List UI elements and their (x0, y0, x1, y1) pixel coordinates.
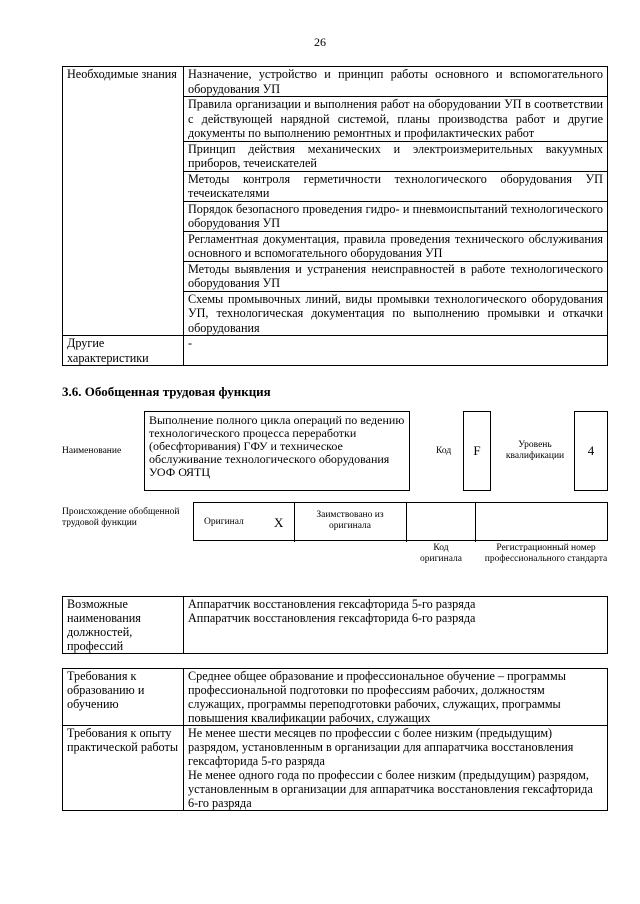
level-value: 4 (574, 411, 608, 491)
experience-label: Требования к опыту практической работы (63, 726, 184, 811)
table-row (63, 726, 608, 811)
knowledge-item: Правила организации и выполнения работ на оборудовании УП в соответствии с действующей нарядной системой, планы производства работ и другие документы по выполнению ремонтных и профилактических работ (184, 97, 608, 142)
origin-table (193, 502, 608, 541)
origin-label: Происхождение обобщенной трудовой функции (62, 507, 180, 528)
table-row (63, 336, 608, 366)
original-label: Оригинал (204, 517, 244, 527)
original-mark: X (274, 515, 284, 530)
positions-table (62, 596, 608, 654)
knowledge-label: Необходимые знания (63, 67, 184, 336)
reg-caption: Регистрационный номер профессионального стандарта (484, 543, 608, 564)
positions-label: Возможные наименования должностей, профессий (63, 597, 184, 654)
education-value: Среднее общее образование и профессиональное обучение – программы профессиональной подготовки по профессиям рабочих, должностям служащих, программы переподготовки рабочих, служащих, программы повышения квалификации рабочих, служащих (184, 669, 608, 726)
education-label: Требования к образованию и обучению (63, 669, 184, 726)
table-row (63, 67, 608, 97)
knowledge-item: Принцип действия механических и электроизмерительных вакуумных приборов, течеискателей (184, 141, 608, 171)
table-row (63, 597, 608, 654)
experience-values (184, 726, 608, 811)
knowledge-item: Назначение, устройство и принцип работы основного и вспомогательного оборудования УП (184, 67, 608, 97)
name-value: Выполнение полного цикла операций по ведению технологического процесса переработки (обесфторивания) ГФУ и техническое обслуживание технологического оборудования УОФ ОЯТЦ (144, 411, 410, 491)
requirements-table (62, 668, 608, 811)
code-value: F (463, 411, 491, 491)
code-caption: Код оригинала (420, 543, 462, 564)
table-row (63, 669, 608, 726)
divider (406, 503, 407, 542)
knowledge-item: Порядок безопасного проведения гидро- и пневмоиспытаний технологического оборудования УП (184, 201, 608, 231)
code-label: Код (436, 446, 452, 456)
position-item: Аппаратчик восстановления гексафторида 6-го разряда (188, 611, 476, 625)
knowledge-item: Схемы промывочных линий, виды промывки технологического оборудования УП, технологическая документация по выполнению промывки и откачки оборудования (184, 291, 608, 336)
divider (294, 503, 295, 542)
borrowed-label: Заимствовано из оригинала (316, 510, 384, 531)
name-label: Наименование (62, 446, 122, 456)
knowledge-item: Методы выявления и устранения неисправностей в работе технологического оборудования УП (184, 261, 608, 291)
experience-item: Не менее шести месяцев по профессии с более низким (предыдущим) разрядом, установленным в организации для аппаратчика восстановления гексафторида 5-го разряда (188, 726, 574, 768)
level-label: Уровень квалификации (505, 440, 565, 461)
other-value: - (184, 336, 608, 366)
divider (475, 503, 476, 542)
knowledge-item: Методы контроля герметичности технологического оборудования УП течеискателями (184, 171, 608, 201)
experience-item: Не менее одного года по профессии с более низким (предыдущим) разрядом, установленным в организации для аппаратчика восстановления гексафторида 6-го разряда (188, 768, 593, 810)
other-label: Другие характеристики (63, 336, 184, 366)
positions-values (184, 597, 608, 654)
knowledge-item: Регламентная документация, правила проведения технического обслуживания основного и вспомогательного оборудования УП (184, 231, 608, 261)
section-heading: 3.6. Обобщенная трудовая функция (62, 384, 271, 399)
position-item: Аппаратчик восстановления гексафторида 5-го разряда (188, 597, 476, 611)
page-number: 26 (314, 35, 326, 49)
knowledge-table (62, 66, 608, 366)
